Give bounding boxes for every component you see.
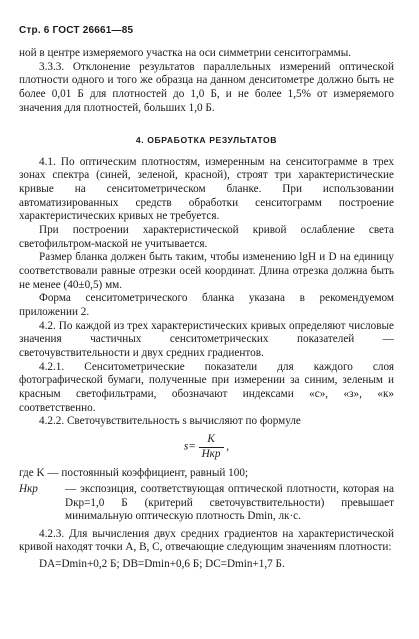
paragraph-blank-size: Размер бланка должен быть таким, чтобы изменению lgH и D на единицу соответствовали равные отрезки осей координат. Длина отрезка должна быть не менее (40±0,5) мм. xyxy=(19,251,394,291)
paragraph-4-1: 4.1. По оптическим плотностям, измеренным на сенситограмме в трех зонах спектра (синей, зеленой, красной), строят три характеристические кривые на сенситометрическом бланке. При использовании автоматизированных средств обработки сенситограмм построение характеристических кривых не требуется. xyxy=(19,155,394,223)
definition-term: Hкр xyxy=(19,482,38,495)
definition-hkr xyxy=(19,483,394,524)
density-equations: DA=Dmin+0,2 Б; DB=Dmin+0,6 Б; DC=Dmin+1,7 Б. xyxy=(39,558,285,571)
paragraph-3-3-3: 3.3.3. Отклонение результатов параллельных измерений оптической плотности одного и того же образца на данном денситометре должно быть не более 0,01 Б для плотностей до 1,0 Б, и не более 1,5% от измеряемого значения для плотностей, больших 1,0 Б. xyxy=(19,60,394,114)
page-header: Стр. 6 ГОСТ 26661—85 xyxy=(19,25,134,36)
paragraph-mask-note: При построении характеристической кривой ослабление света светофильтром-маской не учитывается. xyxy=(19,224,394,250)
paragraph-continuation: ной в центре измеряемого участка на оси симметрии сенситограммы. xyxy=(19,47,352,59)
formula-tail: , xyxy=(226,440,230,453)
paragraph-4-2-2: 4.2.2. Светочувствительность s вычисляют по формуле xyxy=(39,415,301,428)
formula-fraction xyxy=(199,433,224,461)
formula-where: где K — постоянный коэффициент, равный 100; xyxy=(19,467,249,480)
paragraph-4-2-3: 4.2.3. Для вычисления двух средних градиентов на характеристической кривой находят точки А, В, С, отвечающие следующим значениям плотности: xyxy=(19,527,394,554)
section-title: 4. ОБРАБОТКА РЕЗУЛЬТАТОВ xyxy=(135,135,278,146)
paragraph-4-2-1: 4.2.1. Сенситометрические показатели для каждого слоя фотографической бумаги, полученные при измерении за синим, зеленым и красным светофильтрами, обозначают индексами «с», «з», «к» соответственно. xyxy=(19,360,394,414)
formula-lhs: s= xyxy=(183,440,196,453)
paragraph-blank-form: Форма сенситометрического бланка указана в рекомендуемом приложении 2. xyxy=(19,292,394,318)
document-body xyxy=(19,47,394,572)
formula-denominator: Hкр xyxy=(199,447,224,462)
formula-numerator: K xyxy=(207,432,215,445)
sensitivity-formula xyxy=(19,433,394,461)
paragraph-4-2: 4.2. По каждой из трех характеристических кривых определяют числовые значения частичных сенситометрических показателей — светочувствительности и двух средних градиентов. xyxy=(19,319,394,359)
definition-desc: — экспозиция, соответствующая оптической плотности, которая на Dкр=1,0 Б (критерий светочувствительности) превышает минимальную оптическую плотность Dmin, лк·с. xyxy=(65,482,394,523)
